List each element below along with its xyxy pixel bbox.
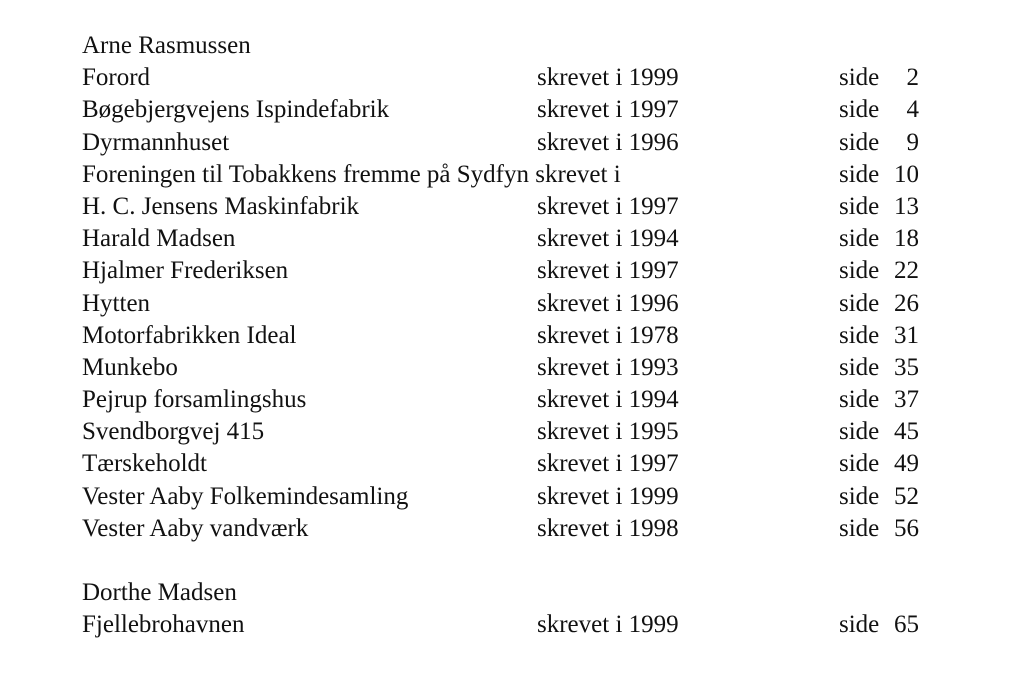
entry-page-number: 35 — [894, 353, 919, 381]
entry-written: skrevet i 1994 — [537, 225, 679, 253]
entry-page-label: side — [839, 96, 880, 124]
toc-entry — [82, 127, 982, 159]
entry-written: skrevet i 1997 — [537, 96, 679, 124]
entry-page-label: side — [839, 611, 880, 639]
entry-page-label: side — [839, 482, 880, 510]
entry-written: skrevet i 1993 — [537, 353, 679, 381]
entry-title: Foreningen til Tobakkens fremme på Sydfyn skrevet i — [82, 160, 621, 188]
entry-title: Harald Madsen — [82, 225, 236, 253]
toc-entry — [82, 352, 982, 384]
entry-page-label: side — [839, 418, 880, 446]
toc-entry — [82, 481, 982, 513]
toc-entry — [82, 448, 982, 480]
entry-page-number: 65 — [894, 611, 919, 639]
toc-entry — [82, 609, 982, 641]
entry-page-label: side — [839, 386, 880, 414]
entry-title: Dyrmannhuset — [82, 128, 230, 156]
entry-page-label: side — [839, 160, 880, 188]
entry-page-number: 52 — [894, 482, 919, 510]
toc-entry — [82, 416, 982, 448]
toc-entry — [82, 384, 982, 416]
toc-entry — [82, 191, 982, 223]
entry-title: Pejrup forsamlingshus — [82, 386, 307, 414]
author-heading — [82, 577, 982, 609]
toc-entry — [82, 513, 982, 545]
author-name: Arne Rasmussen — [82, 32, 251, 59]
entry-page-label: side — [839, 321, 880, 349]
entry-page-number: 31 — [894, 321, 919, 349]
entry-page-number: 9 — [906, 128, 919, 156]
author-heading — [82, 30, 982, 62]
entry-written: skrevet i 1998 — [537, 514, 679, 542]
entry-written: skrevet i 1999 — [537, 611, 679, 639]
entry-page-label: side — [839, 192, 880, 220]
entry-title: Bøgebjergvejens Ispindefabrik — [82, 96, 390, 124]
entry-title: Vester Aaby Folkemindesamling — [82, 482, 409, 510]
entry-title: Fjellebrohavnen — [82, 611, 245, 639]
entry-page-number: 2 — [906, 64, 919, 92]
entry-page-number: 10 — [894, 160, 919, 188]
entry-page-label: side — [839, 64, 880, 92]
entry-page-number: 18 — [894, 225, 919, 253]
entry-page-label: side — [839, 514, 880, 542]
entry-written: skrevet i 1996 — [537, 289, 679, 317]
entry-written: skrevet i 1978 — [537, 321, 679, 349]
entry-written: skrevet i 1997 — [537, 192, 679, 220]
entry-page-number: 13 — [894, 192, 919, 220]
entry-written: skrevet i 1994 — [537, 386, 679, 414]
entry-title: Tærskeholdt — [82, 450, 207, 478]
toc-entry — [82, 159, 982, 191]
author-name: Dorthe Madsen — [82, 579, 237, 607]
toc-entry — [82, 320, 982, 352]
toc-entry — [82, 223, 982, 255]
entry-title: Svendborgvej 415 — [82, 418, 265, 446]
entry-written: skrevet i 1996 — [537, 128, 679, 156]
entry-title: Munkebo — [82, 353, 178, 381]
entry-page-label: side — [839, 257, 880, 285]
entry-written: skrevet i 1997 — [537, 450, 679, 478]
section-spacer — [82, 545, 982, 577]
entry-page-number: 49 — [894, 450, 919, 478]
entry-page-number: 26 — [894, 289, 919, 317]
entry-title: Hytten — [82, 289, 151, 317]
entry-written: skrevet i 1999 — [537, 482, 679, 510]
entry-page-label: side — [839, 128, 880, 156]
entry-written: skrevet i 1997 — [537, 257, 679, 285]
entry-page-label: side — [839, 289, 880, 317]
entry-page-number: 22 — [894, 257, 919, 285]
toc-entry — [82, 94, 982, 126]
table-of-contents — [82, 30, 982, 642]
entry-title: Vester Aaby vandværk — [82, 514, 309, 542]
entry-page-label: side — [839, 353, 880, 381]
entry-written: skrevet i 1995 — [537, 418, 679, 446]
entry-page-number: 56 — [894, 514, 919, 542]
entry-title: H. C. Jensens Maskinfabrik — [82, 192, 360, 220]
entry-title: Hjalmer Frederiksen — [82, 257, 289, 285]
toc-entry — [82, 62, 982, 94]
entry-title: Motorfabrikken Ideal — [82, 321, 297, 349]
entry-page-number: 4 — [906, 96, 919, 124]
toc-entry — [82, 255, 982, 287]
toc-entry — [82, 288, 982, 320]
entry-page-number: 37 — [894, 386, 919, 414]
entry-page-label: side — [839, 450, 880, 478]
entry-page-number: 45 — [894, 418, 919, 446]
entry-page-label: side — [839, 225, 880, 253]
entry-title: Forord — [82, 64, 151, 92]
entry-written: skrevet i 1999 — [537, 64, 679, 92]
